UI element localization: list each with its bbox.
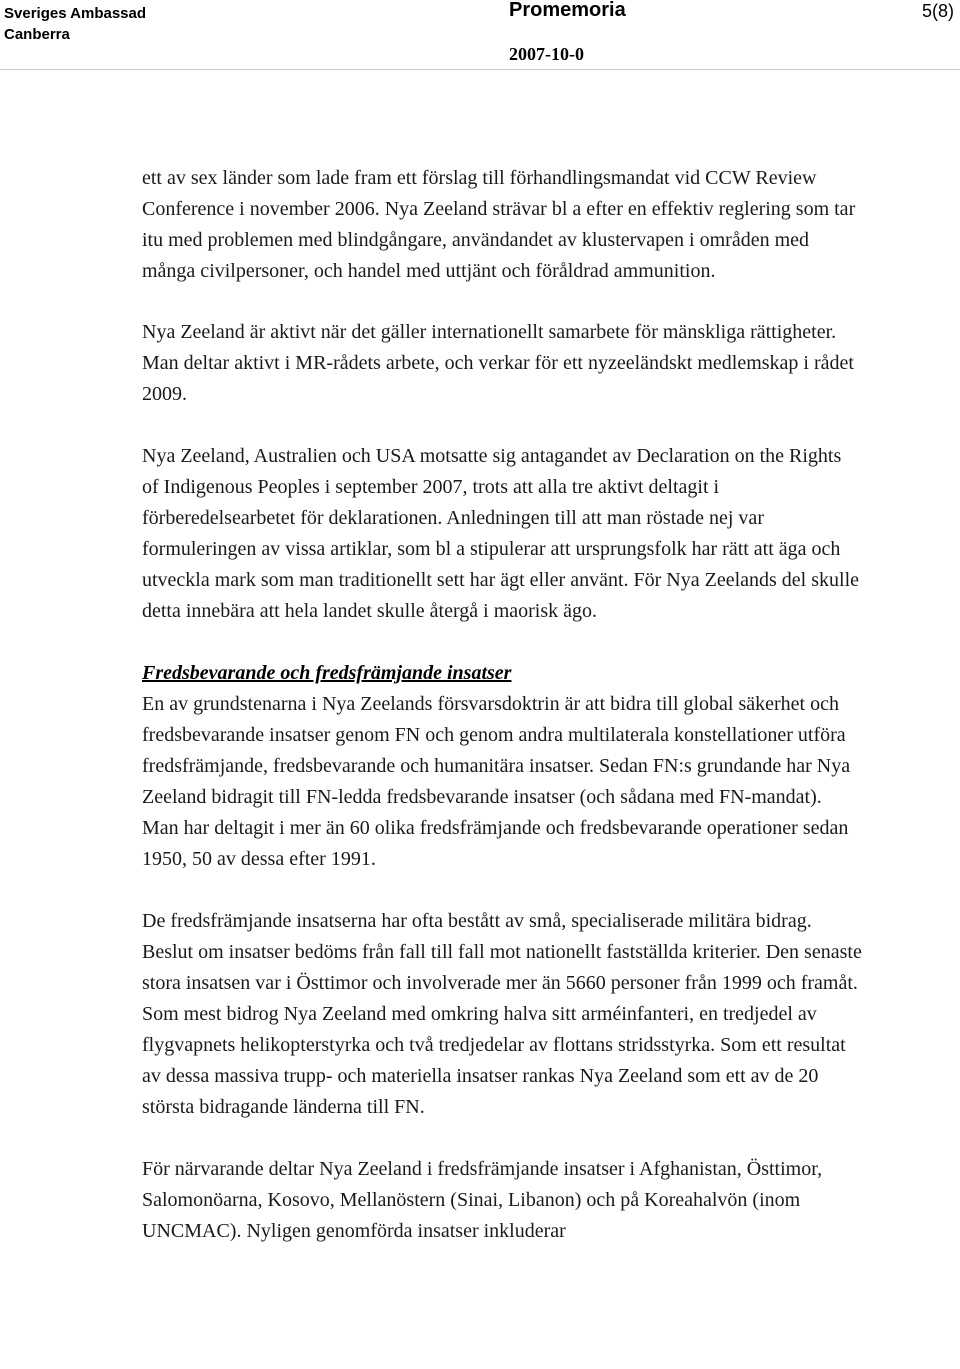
paragraph-military-contributions: De fredsfrämjande insatserna har ofta bestått av små, specialiserade militära bidrag. Beslut om insatser bedöms från fall till fall mot nationellt fastställda kriterier. Den senaste stora insatsen var i Östtimor och involverade mer än 5660 personer från 1999 och framåt. Som mest bidrog Nya Zeeland med omkring halva sitt arméinfanteri, en tredjedel av flygvapnets helikopterstyrka och två tredjedelar av flottans stridsstyrka. Som ett resultat av dessa massiva trupp- och materiella insatser rankas Nya Zeeland som ett av de 20 största bidragande länderna till FN. <box>142 910 862 1118</box>
paragraph-spacer <box>142 287 862 317</box>
paragraph-spacer <box>142 627 862 658</box>
document-body <box>142 163 862 1247</box>
paragraph-current-missions: För närvarande deltar Nya Zeeland i fredsfrämjande insatser i Afghanistan, Östtimor, Salomonöarna, Kosovo, Mellanöstern (Sinai, Libanon) och på Koreahalvön (inom UNCMAC). Nyligen genomförda insatser inkluderar <box>142 1158 823 1242</box>
paragraph-spacer <box>142 875 862 906</box>
paragraph-spacer <box>142 1123 862 1154</box>
sender-org-name: Sveriges Ambassad <box>4 5 147 22</box>
sender-org-city: Canberra <box>4 26 70 43</box>
document-date: 2007-10-0 <box>509 44 584 64</box>
page-header <box>0 0 960 70</box>
paragraph-indigenous-declaration: Nya Zeeland, Australien och USA motsatte sig antagandet av Declaration on the Rights of Indigenous Peoples i september 2007, trots att alla tre aktivt deltagit i förberedelsearbetet för deklarationen. Anledningen till att man röstade nej var formuleringen av vissa artiklar, som bl a stipulerar att ursprungsfolk har rätt att äga och utveckla mark som man traditionellt sett har ägt eller använt. För Nya Zeelands del skulle detta innebära att hela landet skulle återgå i maorisk ägo. <box>142 445 860 622</box>
paragraph-ccw: ett av sex länder som lade fram ett förslag till förhandlingsmandat vid CCW Review Conference i november 2006. Nya Zeeland strävar bl a efter en effektiv reglering som tar itu med problemen med blindgångare, användandet av klustervapen i områden med många civilpersoner, och handel med uttjänt och föråldrad ammunition. <box>142 167 856 282</box>
header-divider <box>0 69 960 70</box>
paragraph-human-rights: Nya Zeeland är aktivt när det gäller internationellt samarbete för mänskliga rättigheter. Man deltar aktivt i MR-rådets arbete, och verkar för ett nyzeeländskt medlemskap i rådet 2009. <box>142 321 854 405</box>
page-number: 5(8) <box>921 1 954 21</box>
document-type: Promemoria <box>509 0 626 21</box>
paragraph-spacer <box>142 410 862 441</box>
section-heading-peacekeeping: Fredsbevarande och fredsfrämjande insatser <box>142 662 512 684</box>
paragraph-defence-doctrine: En av grundstenarna i Nya Zeelands försvarsdoktrin är att bidra till global säkerhet och fredsbevarande insatser genom FN och genom andra multilaterala konstellationer utföra fredsfrämjande, fredsbevarande och humanitära insatser. Sedan FN:s grundande har Nya Zeeland bidragit till FN-ledda fredsbevarande insatser (och sådana med FN-mandat). Man har deltagit i mer än 60 olika fredsfrämjande och fredsbevarande operationer sedan 1950, 50 av dessa efter 1991. <box>142 693 851 870</box>
sender-organization <box>4 3 146 45</box>
